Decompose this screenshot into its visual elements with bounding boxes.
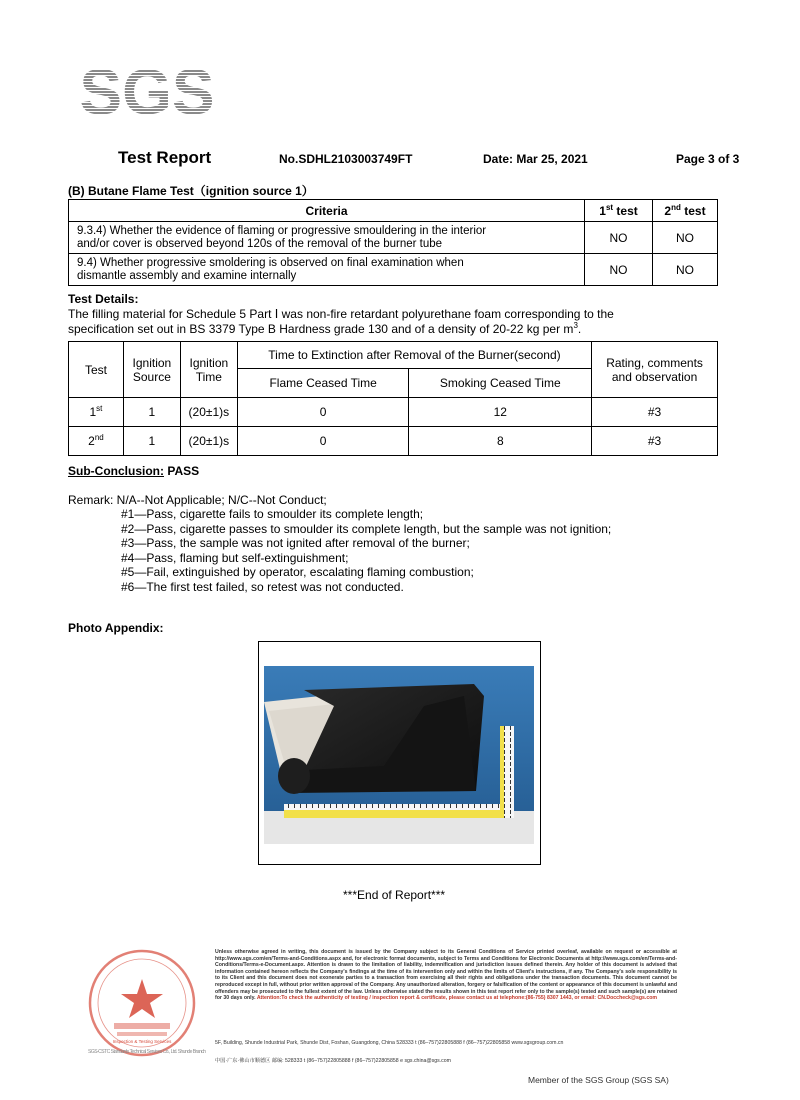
criteria-text: 9.4) Whether progressive smoldering is observed on final examination when dismantle assembly and examine internally xyxy=(69,254,585,286)
remark-item: #1—Pass, cigarette fails to smoulder its complete length; xyxy=(121,507,424,521)
remark-item: #5—Fail, extinguished by operator, escalating flaming combustion; xyxy=(121,565,474,580)
criteria-table xyxy=(68,199,718,286)
results-table xyxy=(68,341,718,456)
report-number: No.SDHL2103003749FT xyxy=(279,152,413,166)
test1-result: NO xyxy=(585,222,653,254)
seal-text: Inspection & Testing Services xyxy=(112,1039,172,1044)
test2-col-header: 2nd test xyxy=(653,200,718,222)
rating-header: Rating, comments and observation xyxy=(592,342,718,398)
remark-item: #6—The first test failed, so retest was not conducted. xyxy=(121,579,404,594)
test2-result: NO xyxy=(653,222,718,254)
results-row xyxy=(69,427,718,456)
test-details-heading: Test Details: xyxy=(68,292,139,306)
remark-item: #2—Pass, cigarette passes to smoulder its complete length, but the sample was not ignition; xyxy=(121,521,612,536)
sub-conclusion-value: PASS xyxy=(164,464,200,478)
criteria-col-header: Criteria xyxy=(69,200,585,222)
ignition-source-header: Ignition Source xyxy=(123,342,180,398)
inspection-seal xyxy=(84,945,214,1075)
test-col-header: Test xyxy=(69,342,124,398)
test-details-text: The filling material for Schedule 5 Part Ⅰ was non-fire retardant polyurethane foam corresponding to the specification set out in BS 3379 Type B Hardness grade 130 and of a density of 20-22 kg per $m^3$. xyxy=(68,307,614,336)
footer-fine-print: Unless otherwise agreed in writing, this document is issued by the Company subject to its General Conditions of Service printed overleaf, available on request or accessible at http://www.sgs.com/en/Terms-and-Conditions.aspx and, for electronic format documents, subject to Terms and Conditions for Electronic Documents at http://www.sgs.com/en/Terms-and-Conditions/Terms-e-Document.aspx. Attention is drawn to the limitation of liability, indemnification and jurisdiction issues defined therein. Any holder of this document is advised that information contained hereon reflects the Company's findings at the time of its intervention only and within the limits of Client's instructions, if any. The Company's sole responsibility is to its Client and this document does not exonerate parties to a transaction from exercising all their rights and obligations under the transaction documents. This document cannot be reproduced except in full, without prior written approval of the Company. Any unauthorized alteration, forgery or falsification of the content or appearance of this document is unlawful and offenders may be prosecuted to the fullest extent of the law. Unless otherwise stated the results shown in this test report refer only to the sample(s) tested and such sample(s) are retained for 30 days only. Attention:To check the authenticity of testing / inspection report & certificate, please contact us at telephone:(86-755) 8307 1443, or email: CN.Doccheck@sgs.com xyxy=(215,949,677,1002)
results-header-row xyxy=(69,342,718,369)
ignition-time: (20±1)s xyxy=(180,398,237,427)
criteria-row xyxy=(69,254,718,286)
criteria-text: 9.3.4) Whether the evidence of flaming or progressive smouldering in the interior and/or cover is observed beyond 120s of the removal of the burner tube xyxy=(69,222,585,254)
remark-item: #3—Pass, the sample was not ignited after removal of the burner; xyxy=(121,536,470,551)
flame-ceased-header: Flame Ceased Time xyxy=(237,369,409,398)
test-number: 2nd xyxy=(69,427,124,456)
test1-result: NO xyxy=(585,254,653,286)
test1-col-header: 1st test xyxy=(585,200,653,222)
smoking-ceased-time: 12 xyxy=(409,398,592,427)
extinction-group-header: Time to Extinction after Removal of the Burner(second) xyxy=(237,342,591,369)
section-title: (B) Butane Flame Test（ignition source 1） xyxy=(68,184,314,198)
photo-appendix-title: Photo Appendix: xyxy=(68,621,164,635)
footer-address-cn: 中国·广东·佛山市顺德区 邮编: 528333 t (86–757)22805888 f (86–757)22805858 e sgs.china@sgs.com xyxy=(215,1058,451,1064)
ignition-time: (20±1)s xyxy=(180,427,237,456)
ignition-time-header: Ignition Time xyxy=(180,342,237,398)
report-title: Test Report xyxy=(118,148,212,167)
page-number: Page 3 of 3 xyxy=(676,152,740,166)
test-number: 1st xyxy=(69,398,124,427)
flame-ceased-time: 0 xyxy=(237,398,409,427)
flame-ceased-time: 0 xyxy=(237,427,409,456)
rating: #3 xyxy=(592,427,718,456)
sample-photo xyxy=(264,666,534,844)
logo-text: SGS xyxy=(79,56,215,124)
sgs-logo xyxy=(72,52,222,124)
member-of-sgs: Member of the SGS Group (SGS SA) xyxy=(528,1075,669,1085)
footer-address-en: 5F, Building, Shunde Industrial Park, Shunde Dist, Foshan, Guangdong, China 528333 t (86–757)22805888 f (86–757)22805858 www.sgsgroup.com.cn xyxy=(215,1040,564,1046)
smoking-ceased-header: Smoking Ceased Time xyxy=(409,369,592,398)
end-of-report: ***End of Report*** xyxy=(343,888,446,902)
sub-conclusion-label: Sub-Conclusion: xyxy=(68,464,164,478)
smoking-ceased-time: 8 xyxy=(409,427,592,456)
test2-result: NO xyxy=(653,254,718,286)
seal-branch: SGS-CSTC Standards Technical Services Co., Ltd. Shunde Branch xyxy=(88,1049,207,1055)
results-row xyxy=(69,398,718,427)
report-date: Date: Mar 25, 2021 xyxy=(483,152,588,166)
rating: #3 xyxy=(592,398,718,427)
remark-item: #4—Pass, flaming but self-extinguishment; xyxy=(121,550,349,565)
remark-list xyxy=(121,507,611,595)
criteria-row xyxy=(69,222,718,254)
sub-conclusion xyxy=(68,464,199,478)
remark-intro: Remark: N/A--Not Applicable; N/C--Not Conduct; xyxy=(68,493,327,507)
ignition-source: 1 xyxy=(123,427,180,456)
criteria-header-row xyxy=(69,200,718,222)
ignition-source: 1 xyxy=(123,398,180,427)
